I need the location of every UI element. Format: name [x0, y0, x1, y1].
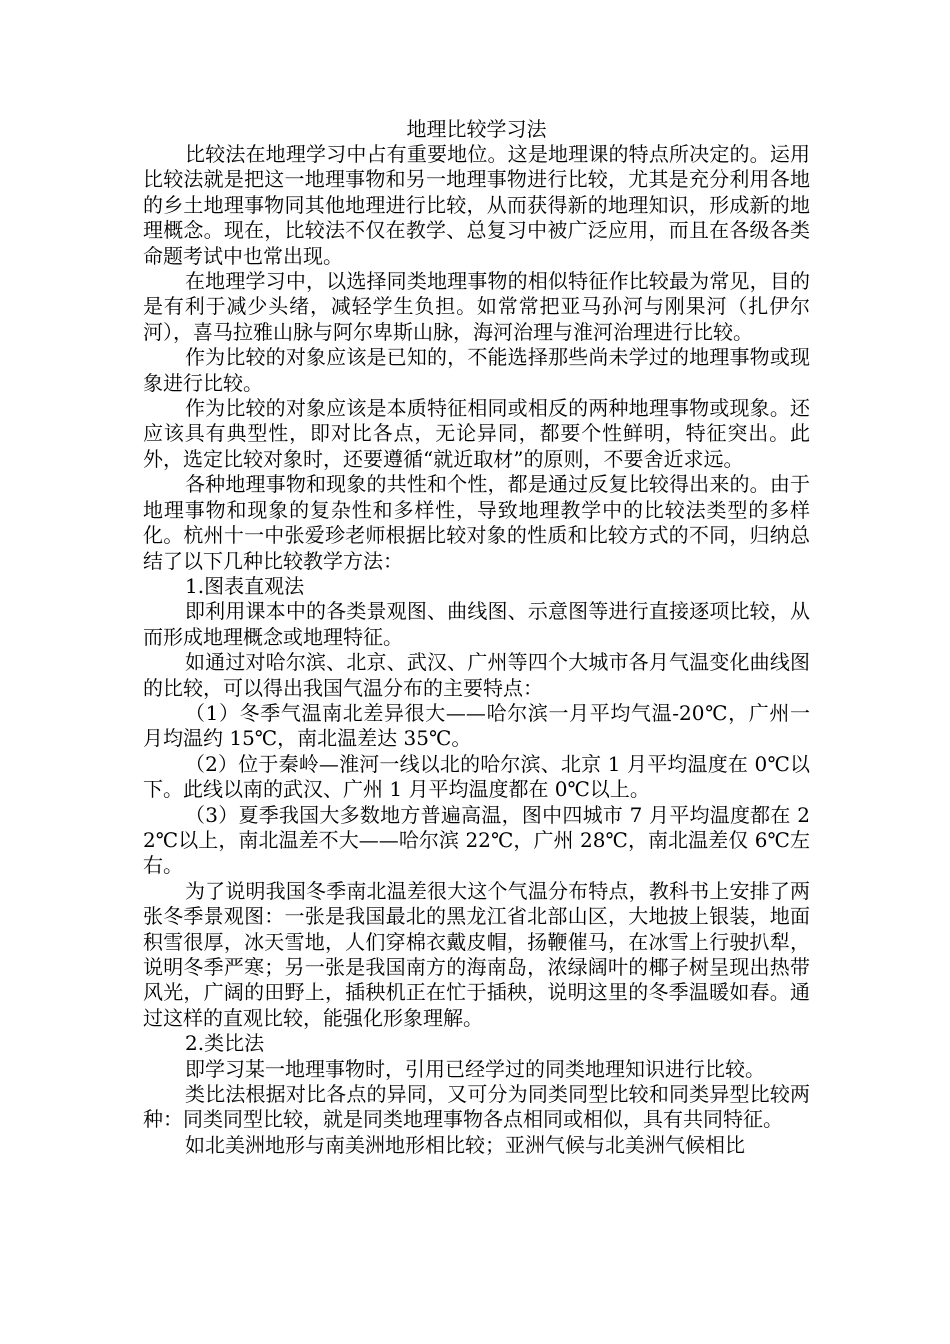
paragraph-continent-example: 如北美洲地形与南美洲地形相比较；亚洲气候与北美洲气候相比 — [185, 1132, 745, 1157]
document-title: 地理比较学习法 — [406, 117, 547, 141]
paragraph-method-types: 各种地理事物和现象的共性和个性，都是通过反复比较得出来的。由于地理事物和现象的复杂性和多样性，导致地理教学中的比较法类型的多样化。杭州十一中张爱珍老师根据比较对象的性质和比较方式的不同，归纳总结了以下几种比较教学方法： — [143, 472, 810, 573]
paragraph-analogy-definition: 即学习某一地理事物时，引用已经学过的同类地理知识进行比较。 — [185, 1056, 765, 1081]
paragraph-city-comparison: 如通过对哈尔滨、北京、武汉、广州等四个大城市各月气温变化曲线图的比较，可以得出我国气温分布的主要特点： — [143, 650, 810, 700]
list-item-2: （2）位于秦岭—淮河一线以北的哈尔滨、北京 1 月平均温度在 0℃以下。此线以南的武汉、广州 1 月平均温度都在 0℃以上。 — [143, 751, 810, 802]
document-page — [143, 117, 810, 1158]
section-heading-analogy-method: 2.类比法 — [185, 1031, 265, 1056]
list-item-1: （1）冬季气温南北差异很大——哈尔滨一月平均气温-20℃，广州一月均温约 15℃，南北温差达 35℃。 — [143, 700, 810, 751]
paragraph-essential-features: 作为比较的对象应该是本质特征相同或相反的两种地理事物或现象。还应该具有典型性，即对比各点，无论异同，都要个性鲜明，特征突出。此外，选定比较对象时，还要遵循“就近取材”的原则，不要舍近求远。 — [143, 396, 810, 471]
paragraph-analogy-types: 类比法根据对比各点的异同，又可分为同类同型比较和同类异型比较两种：同类同型比较，就是同类地理事物各点相同或相似，具有共同特征。 — [143, 1082, 810, 1132]
list-item-3: （3）夏季我国大多数地方普遍高温，图中四城市 7 月平均温度都在 22℃以上，南北温差不大——哈尔滨 22℃，广州 28℃，南北温差仅 6℃左右。 — [143, 802, 810, 878]
paragraph-chart-method: 即利用课本中的各类景观图、曲线图、示意图等进行直接逐项比较，从而形成地理概念或地理特征。 — [143, 599, 810, 649]
section-heading-chart-method: 1.图表直观法 — [185, 573, 305, 598]
paragraph-known-objects: 作为比较的对象应该是已知的，不能选择那些尚未学过的地理事物或现象进行比较。 — [143, 345, 810, 395]
paragraph-similar-features: 在地理学习中，以选择同类地理事物的相似特征作比较最为常见，目的是有利于减少头绪，减轻学生负担。如常常把亚马孙河与刚果河（扎伊尔河），喜马拉雅山脉与阿尔卑斯山脉，海河治理与淮河治理进行比较。 — [143, 269, 810, 344]
paragraph-winter-scenes: 为了说明我国冬季南北温差很大这个气温分布特点，教科书上安排了两张冬季景观图：一张是我国最北的黑龙江省北部山区，大地披上银装，地面积雪很厚，冰天雪地，人们穿棉衣戴皮帽，扬鞭催马，在冰雪上行驶扒犁，说明冬季严寒；另一张是我国南方的海南岛，浓绿阔叶的椰子树呈现出热带风光，广阔的田野上，插秧机正在忙于插秧，说明这里的冬季温暖如春。通过这样的直观比较，能强化形象理解。 — [143, 878, 810, 1030]
paragraph-intro: 比较法在地理学习中占有重要地位。这是地理课的特点所决定的。运用比较法就是把这一地理事物和另一地理事物进行比较，尤其是充分利用各地的乡土地理事物同其他地理进行比较，从而获得新的地理知识，形成新的地理概念。现在，比较法不仅在教学、总复习中被广泛应用，而且在各级各类命题考试中也常出现。 — [143, 142, 810, 268]
